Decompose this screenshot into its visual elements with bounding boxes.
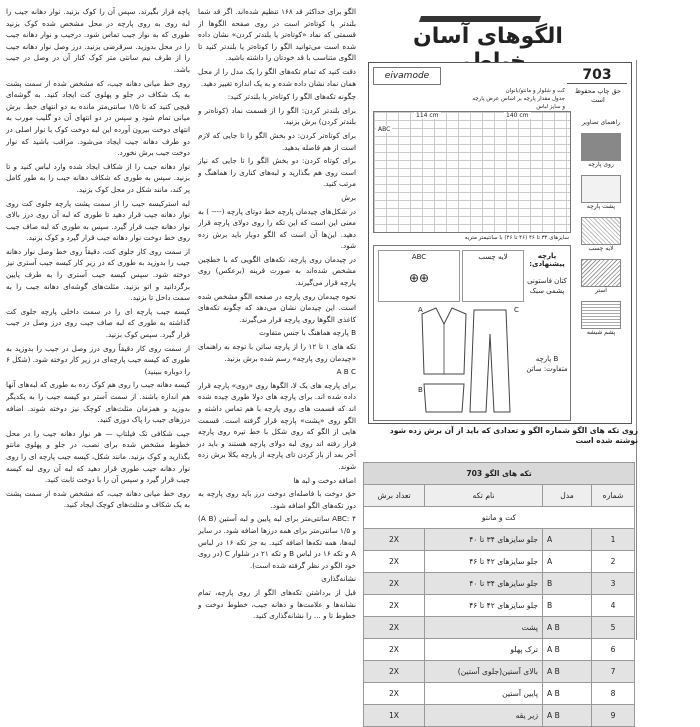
row-piece-name: پایین آستین	[425, 683, 543, 705]
row-cut-count: 2X	[364, 595, 425, 617]
paragraph: نشانه‌گذاری	[321, 574, 356, 584]
table-row	[364, 705, 635, 727]
table-row	[364, 529, 635, 551]
swatch-wrong-side	[581, 175, 621, 203]
figure-b-label: B	[418, 386, 423, 394]
table-row	[364, 661, 635, 683]
col-header-cut-count: تعداد برش	[364, 485, 425, 507]
row-model: A B	[543, 683, 592, 705]
row-cut-count: 2X	[364, 683, 425, 705]
row-model: A B	[543, 617, 592, 639]
legend-label-wrong-side: پشت پارچه	[586, 203, 616, 210]
row-number: 7	[592, 661, 635, 683]
paragraph: برای پارچه های یک لا، الگوها روی «روی» پارچه قرار داده شده اند. برای پارچه های دولا طوری چیده شده اند که قسمت های روی پارچه با هم تماس داشته و الگو روی «پشت» پارچه قرار گرفته است. قسمت هایی از الگو که روی شکل با خط تیره روی پارچه قرار رفته اند روی لبه دولای پارچه هستند و باید در آخر بعد از باز کردن تای پارچه از پارچه یکلا برش زده شوند.	[198, 380, 356, 471]
needle-logo-icon	[419, 16, 541, 22]
buttons-sample-box	[378, 250, 460, 302]
row-model: B	[543, 573, 592, 595]
row-model: A B	[543, 661, 592, 683]
garment-illustrations	[373, 245, 571, 421]
paragraph: تکه های ۱ تا ۱۲ را از پارچه ساتن با توجه به راهنمای «چیدمان روی پارچه» رسم شده برش بزنید.	[198, 342, 356, 363]
pattern-card	[368, 62, 632, 424]
row-number: 5	[592, 617, 635, 639]
col-header-model: مدل	[543, 485, 592, 507]
table-row	[364, 551, 635, 573]
table-row	[364, 683, 635, 705]
paragraph: ABC: ۴ سانتی‌متر برای لبه پایین و لبه آستین (A B) و ۱/۵ سانتی‌متر برای همه درزها اضافه شود. در سایر لبه‌ها، همه تکه‌ها اضافه کنید. به جز تکه ۱۶ در لباس A و تکه ۱۶ در لباس B و تکه ۲۱ در شلوار C (در روی خود الگو در نظر گرفته شده است).	[198, 514, 356, 570]
swatch-lining	[581, 259, 621, 287]
legend-title: راهنمای تصاویر	[581, 119, 621, 126]
jacket-and-pants-drawing	[414, 304, 524, 416]
row-piece-name: پشت	[425, 617, 543, 639]
paragraph: دقت کنید که تمام تکه‌های الگو را یک مدل را از محل همان نماد نشان داده شده و به یک اندازه تغییر دهید.	[198, 66, 356, 88]
row-model: A B	[543, 705, 592, 727]
figure-c-label: C	[514, 306, 519, 314]
table-title: تکه های الگو 703	[364, 463, 635, 485]
paragraph: چگونه تکه‌های الگو را کوتاه‌تر یا بلندتر کنید:	[227, 92, 356, 102]
paragraph: برای کوتاه کردن: دو بخش الگو را تا جایی که نیاز است روی هم بگذارید و لبه‌های کناری را هماهنگ و مرتب کنید.	[198, 156, 356, 189]
legend-label-lining: آستر	[595, 287, 607, 294]
row-piece-name: جلو سایزهای ۴۲ تا ۴۶	[425, 551, 543, 573]
row-cut-count: 2X	[364, 529, 425, 551]
row-number: 1	[592, 529, 635, 551]
card-subtitle-line2: جدول مقدار پارچه بر اساس عرض پارچه	[472, 96, 565, 102]
paragraph: جیب شکافی تک فیلتاپ — هر نوار دهانه جیب را در محل خطوط مشخص شده برای نصب، در جلو و پهلوی مانتو بگذارید و کوک بزنید. مانند شکل، کیسه جیب پارچه ای را روی نوار دهانه جیب طوری قرار دهید که لبه آن روی لبه کیسه جیب قرار گیرد و سپس آن را با دوخت ثابت کنید.	[6, 428, 190, 485]
card-subtitle-line1: کت و شلوار و مانتو/بانوان	[505, 88, 565, 94]
pattern-pieces-table	[363, 462, 635, 727]
card-subtitle-line3: و سایز لباس	[536, 104, 565, 110]
row-cut-count: 2X	[364, 617, 425, 639]
table-row	[364, 639, 635, 661]
row-piece-name: جلو سایزهای ۳۴ تا ۴۰	[425, 573, 543, 595]
paragraph: کیسه دهانه جیب را روی هم کوک زده به طوری که لبه‌های آنها هم اندازه باشند. از سمت آستر دو کیسه جیب را به یکدیگر بدوزید و همزمان مثلث‌های کوچک نیز دوخته شوند. اضافه درزهای جیب را پاک دوزی کنید.	[6, 380, 190, 425]
legend-label-right-side: روی پارچه	[588, 161, 614, 168]
paragraph: از سمت روی کار جلوی کت، دقیقاً روی خط وصل نوار دهانه جیب را بدوزید به طوری که در زیر کار کیسه جیب آستری نیز دوخته شود. سپس کیسه جیب آستری را به طرف پایین برگردانید و اتو بزنید. مثلث‌های گوشه‌ای دهانه جیب را به سمت داخل تا بزنید.	[6, 246, 190, 303]
swatch-interfacing	[581, 217, 621, 245]
interfacing-box	[462, 250, 524, 302]
col-header-number: شماره	[592, 485, 635, 507]
swatch-right-side	[581, 133, 621, 161]
table-row	[364, 595, 635, 617]
paragraph: روی خط میانی دهانه جیب، که مشخص شده از سمت پشت به یک شکاف و مثلث‌های کوچک ایجاد کنید.	[6, 488, 190, 510]
brand-logo: eivamode	[373, 67, 441, 85]
row-piece-name: جلو سایزهای ۴۲ تا ۴۶	[425, 595, 543, 617]
paragraph: از سمت روی کار دقیقاً روی درز وصل در جیب را بدوزید به طوری که کیسه جیب پارچه‌ای در زیر کار دوخته شود. (شکل ۶ را دوباره ببینید)	[6, 343, 190, 376]
figure-a-label: A	[418, 306, 423, 314]
width-label-140: 140 cm	[506, 112, 529, 119]
row-model: B	[543, 595, 592, 617]
pattern-number: 703	[567, 67, 627, 84]
contrast-fabric: B پارچه متفاوت: ساتن	[526, 355, 568, 373]
page-edge-divider	[636, 60, 637, 640]
row-number: 9	[592, 705, 635, 727]
paragraph: A B C	[336, 367, 356, 377]
suggested-fabrics: کتان فاستونی پشمی سبک	[527, 277, 567, 295]
page-title: الگوهای آسان	[413, 24, 563, 49]
size-note: سایزهای ۳۴ تا ۴۶ (۴۶ تا ۴۶) با سانتیمتر متریه	[464, 235, 569, 241]
paragraph: در شکل‌های چیدمان پارچه خط دوتای پارچه (---- ) به معنی این است که این تکه را روی دولای پارچه قرار دهید. این‌ها آن است که الگو دوبار باید برش زده شود.	[198, 206, 356, 251]
paragraph: کیسه جیب پارچه ای را در سمت داخلی پارچه جلوی کت گذاشته به طوری که لبه صاف جیب روی درز وصل در جیب قرار گیرد. سپس کوک بزنید.	[6, 306, 190, 340]
swatch-glass-wool	[581, 301, 621, 329]
row-number: 6	[592, 639, 635, 661]
copyright-note: حق چاپ محفوظ است	[574, 87, 622, 104]
suggested-fabric-title: پارچه پیشنهادی:	[529, 252, 565, 268]
paragraph: لبه استرکیسه جیب را از سمت پشت پارچه جلوی کت روی نوار دهانه جیب قرار دهید تا طوری که لبه آن روی درز بالای نوار دهانه جیب قرار گیرد. سپس به طوری که لبه صاف جیب روی خط دوخت نوار دهانه جیب قرار گیرد و کوک بزنید.	[6, 198, 190, 243]
table-row	[364, 617, 635, 639]
row-number: 2	[592, 551, 635, 573]
legend-label-interfacing: لایه چسب	[588, 245, 614, 252]
paragraph: برای کوتاه‌تر کردن: دو بخش الگو را تا جایی که لازم است از هم فاصله بدهید.	[198, 130, 356, 152]
instructions-column-left	[6, 6, 190, 696]
paragraph: روی خط میانی دهانه جیب، که مشخص شده از سمت پشت به یک شکاف در جلو و پهلوی کت ایجاد کنید. به گوشه‌ای قیچی کنید که تا ۱/۵ سانتی‌متر مانده به دو انتهای خط. برش میانی تمام شود و سپس در دو انتهای آن دو گلیب مورب به انتهای دوخت بیرون آورده این لبه دوخت کوک با نوار اصلی در دو طرف دهانه جیب ایجاد می‌شود. مراقب باشید که نوار دوخت جیب برش نخورد.	[6, 78, 190, 158]
paragraph: حق دوخت با فاصله‌ای دوخت درز باید روی پارچه به دور تکه‌های الگو اضافه شود.	[198, 489, 356, 510]
table-group-label: کت و مانتو	[364, 507, 635, 529]
paragraph: برش	[341, 192, 356, 202]
button-icon: ⊕⊕	[409, 271, 430, 285]
row-piece-name: زیر یقه	[425, 705, 543, 727]
buttons-label: ABC	[411, 253, 427, 261]
paragraph: برای بلندتر کردن: الگو را از قسمت نماد (کوتاه‌تر و بلندتر کردن) برش بزنید.	[198, 105, 356, 127]
paragraph: اضافه دوخت و لبه ها	[293, 475, 356, 485]
row-cut-count: 2X	[364, 639, 425, 661]
paragraph: نحوه چیدمان روی پارچه در صفحه الگو مشخص شده است. این چیدمان نشان می‌دهد که چگونه تکه‌های کاغذی الگوها روی پارچه قرار می‌گیرند.	[198, 291, 356, 324]
col-header-piece-name: نام تکه	[425, 485, 543, 507]
paragraph: B پارچه هماهنگ با جنس متفاوت	[259, 328, 356, 338]
table-row	[364, 573, 635, 595]
row-cut-count: 1X	[364, 705, 425, 727]
instructions-column-middle	[198, 6, 356, 696]
row-piece-name: ترک پهلو	[425, 639, 543, 661]
card-subtitle	[415, 87, 565, 111]
row-cut-count: 2X	[364, 573, 425, 595]
paragraph: قبل از برداشتن تکه‌های الگو از روی پارچه، تمام نشانه‌ها و علامت‌ها و دهانه جیب، خطوط دوخت و خطوط تا و ... را نشانه‌گذاری کنید.	[198, 587, 356, 621]
paragraph: الگو برای حداکثر قد ۱۶۸ تنظیم شده‌اند. اگر قد شما بلندتر یا کوتاه‌تر است در روی صفحه الگوها از قسمتی که نماد «کوتاه‌تر یا بلندتر کردن» نشان داده شده است می‌توانید الگو را کوتاه‌تر یا بلندتر کنید تا الگوی متناسب با قد خودتان را داشته باشید.	[198, 7, 356, 63]
row-number: 8	[592, 683, 635, 705]
row-piece-name: جلو سایزهای ۳۴ تا ۴۰	[425, 529, 543, 551]
legend-label-glass-wool: پشم شیشه	[586, 329, 616, 336]
row-number: 4	[592, 595, 635, 617]
row-model: A	[543, 529, 592, 551]
fabric-size-table	[373, 111, 571, 233]
model-label: ABC	[378, 126, 391, 133]
paragraph: پاچه قرار بگیرند. سپس آن را کوک بزنید. نوار دهانه جیب را لبه روی به روی پارچه در محل مشخص شده کوک بزنید طوری که به نوار جیب تماس شود. درجیب و نوار دهانه جیب را در محل بدوزید. سرقرضی بزنید. درز وصل نوار دهانه جیب را از طرف نیم سانتی متر کوک کنار آن در وصل در جیب باشد.	[6, 7, 190, 74]
paragraph: در چیدمان روی پارچه، تکه‌های الگویی که با خطچین مشخص شده‌اند به صورت قرینه (برعکس) روی پارچه قرار می‌گیرند.	[198, 254, 356, 288]
row-cut-count: 2X	[364, 661, 425, 683]
interfacing-label: لایه چسب	[478, 253, 508, 261]
card-caption: روی تکه های الگو شماره الگو و تعدادی که باید از آن برش زده شود نوشته شده است	[389, 426, 638, 445]
row-cut-count: 2X	[364, 551, 425, 573]
row-model: A B	[543, 639, 592, 661]
paragraph: نوار دهانه جیب را از شکاف ایجاد شده وارد لباس کنید و تا بزنید. سپس به طوری که شکاف دهانه جیب را به طور کامل پر کند، مانند شکل در محل کوک بزنید.	[6, 161, 190, 194]
row-model: A	[543, 551, 592, 573]
row-piece-name: بالای آستین(جلوی آستین)	[425, 661, 543, 683]
width-label-114: 114 cm	[416, 112, 439, 119]
row-number: 3	[592, 573, 635, 595]
